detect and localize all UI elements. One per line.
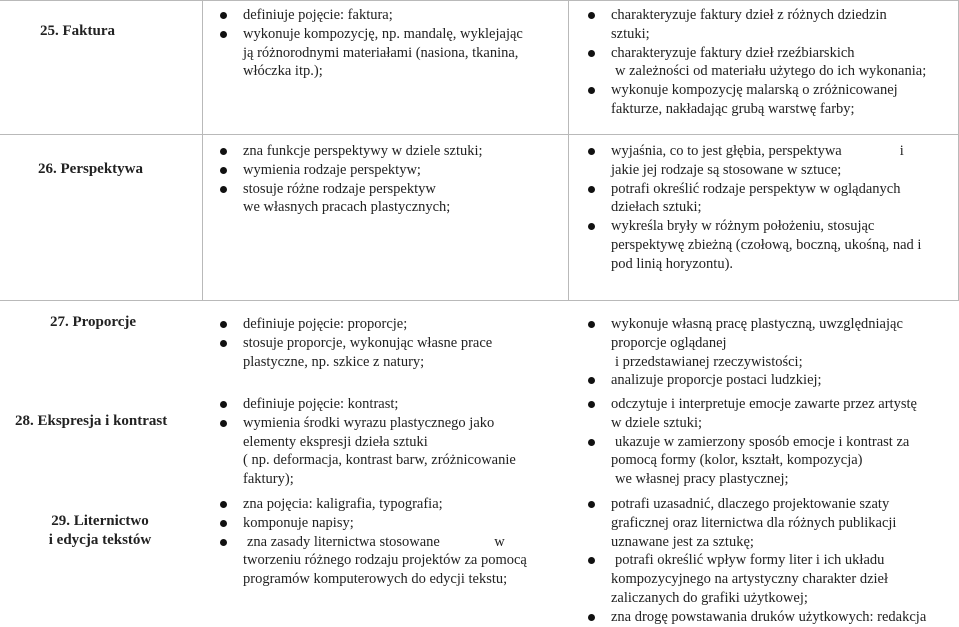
topic-faktura xyxy=(40,22,200,41)
list-item: odczytuje i interpretuje emocje zawarte przez artystę xyxy=(588,395,958,414)
list-item: stosuje proporcje, wykonując własne prace xyxy=(220,334,565,353)
list-item: ukazuje w zamierzony sposób emocje i kontrast za xyxy=(588,433,958,452)
list-item-continued: pomocą formy (kolor, kształt, kompozycja) xyxy=(611,452,863,469)
list-item-continued: plastyczne, np. szkice z natury; xyxy=(243,353,425,370)
list-item: wymienia rodzaje perspektyw; xyxy=(220,161,565,180)
list-item-continued: we własnych pracach plastycznych; xyxy=(243,199,451,216)
list-item: potrafi uzasadnić, dlaczego projektowanie szaty xyxy=(588,495,958,514)
list-item: definiuje pojęcie: faktura; xyxy=(220,6,565,25)
topic-liternictwo xyxy=(20,512,180,550)
extended-requirements-list xyxy=(588,495,958,627)
list-item-continued: dziełach sztuki; xyxy=(611,199,702,216)
topic-title: 25. Faktura xyxy=(40,23,115,39)
topic-proporcje xyxy=(50,313,200,332)
extended-requirements-list xyxy=(588,142,958,274)
list-item-continued: programów komputerowych do edycji tekstu; xyxy=(243,571,508,588)
list-item: definiuje pojęcie: proporcje; xyxy=(220,315,565,334)
basic-requirements-list xyxy=(220,6,565,81)
list-item: zna pojęcia: kaligrafia, typografia; xyxy=(220,495,565,514)
list-item: wymienia środki wyrazu plastycznego jako xyxy=(220,414,565,433)
list-item-continued: zaliczanych do grafiki użytkowej; xyxy=(611,589,808,606)
list-item: wykreśla bryły w różnym położeniu, stosując xyxy=(588,217,958,236)
list-item-continued: włóczka itp.); xyxy=(243,63,323,80)
topic-title: 29. Liternictwo xyxy=(51,513,149,529)
list-item: wykonuje własną pracę plastyczną, uwzględniając xyxy=(588,315,958,334)
list-item: charakteryzuje faktury dzieł z różnych dziedzin xyxy=(588,6,958,25)
list-item: zna zasady liternictwa stosowane w xyxy=(220,533,565,552)
topic-title: 27. Proporcje xyxy=(50,314,137,330)
list-item-continued: ją różnorodnymi materiałami (nasiona, tkanina, xyxy=(243,44,519,61)
list-item-continued: tworzeniu różnego rodzaju projektów za pomocą xyxy=(243,552,527,569)
list-item: wyjaśnia, co to jest głębia, perspektywa i xyxy=(588,142,958,161)
list-item-continued: w zależności od materiału użytego do ich wykonania; xyxy=(615,63,927,80)
row-divider xyxy=(0,134,959,135)
basic-requirements-list xyxy=(220,142,565,217)
list-item-continued: jakie jej rodzaje są stosowane w sztuce; xyxy=(611,161,842,178)
list-item: stosuje różne rodzaje perspektyw xyxy=(220,180,565,199)
list-item: wykonuje kompozycję malarską o zróżnicowanej xyxy=(588,81,958,100)
topic-title: 28. Ekspresja i kontrast xyxy=(15,413,168,429)
column-divider xyxy=(568,0,569,300)
list-item: komponuje napisy; xyxy=(220,514,565,533)
list-item: potrafi określić rodzaje perspektyw w oglądanych xyxy=(588,180,958,199)
column-divider xyxy=(202,0,203,300)
list-item-continued: kompozycyjnego na artystyczny charakter dzieł xyxy=(611,571,888,588)
list-item-continued: i przedstawianej rzeczywistości; xyxy=(615,353,803,370)
basic-requirements-list xyxy=(220,395,565,489)
list-item-continued: we własnej pracy plastycznej; xyxy=(615,471,789,488)
extended-requirements-list xyxy=(588,6,958,119)
list-item-continued: fakturze, nakładając grubą warstwę farby; xyxy=(611,100,855,117)
list-item: potrafi określić wpływ formy liter i ich układu xyxy=(588,551,958,570)
topic-perspektywa xyxy=(38,160,198,179)
extended-requirements-list xyxy=(588,395,958,489)
list-item-continued: faktury); xyxy=(243,471,294,488)
list-item: zna drogę powstawania druków użytkowych: redakcja xyxy=(588,608,958,627)
topic-title-line-2: i edycja tekstów xyxy=(48,532,152,548)
list-item-continued: proporcje oglądanej xyxy=(611,334,727,351)
list-item-continued: w dziele sztuki; xyxy=(611,414,703,431)
basic-requirements-list xyxy=(220,315,565,371)
topic-ekspresja-i-kontrast xyxy=(15,412,200,431)
list-item-continued: elementy ekspresji dzieła sztuki xyxy=(243,433,428,450)
list-item: zna funkcje perspektywy w dziele sztuki; xyxy=(220,142,565,161)
list-item-continued: sztuki; xyxy=(611,25,650,42)
list-item-continued: graficznej oraz liternictwa dla różnych publikacji xyxy=(611,514,897,531)
list-item: wykonuje kompozycję, np. mandalę, wyklejając xyxy=(220,25,565,44)
table-top-border xyxy=(0,0,959,1)
list-item-continued: uznawane jest za sztukę; xyxy=(611,533,754,550)
list-item-continued: pod linią horyzontu). xyxy=(611,255,734,272)
row-divider xyxy=(0,300,959,301)
list-item: charakteryzuje faktury dzieł rzeźbiarskich xyxy=(588,44,958,63)
basic-requirements-list xyxy=(220,495,565,589)
list-item-continued: ( np. deformacja, kontrast barw, zróżnicowanie xyxy=(243,452,516,469)
list-item: analizuje proporcje postaci ludzkiej; xyxy=(588,371,958,390)
extended-requirements-list xyxy=(588,315,958,390)
list-item: definiuje pojęcie: kontrast; xyxy=(220,395,565,414)
list-item-continued: perspektywę zbieżną (czołową, boczną, ukośną, nad i xyxy=(611,236,922,253)
topic-title: 26. Perspektywa xyxy=(38,161,143,177)
